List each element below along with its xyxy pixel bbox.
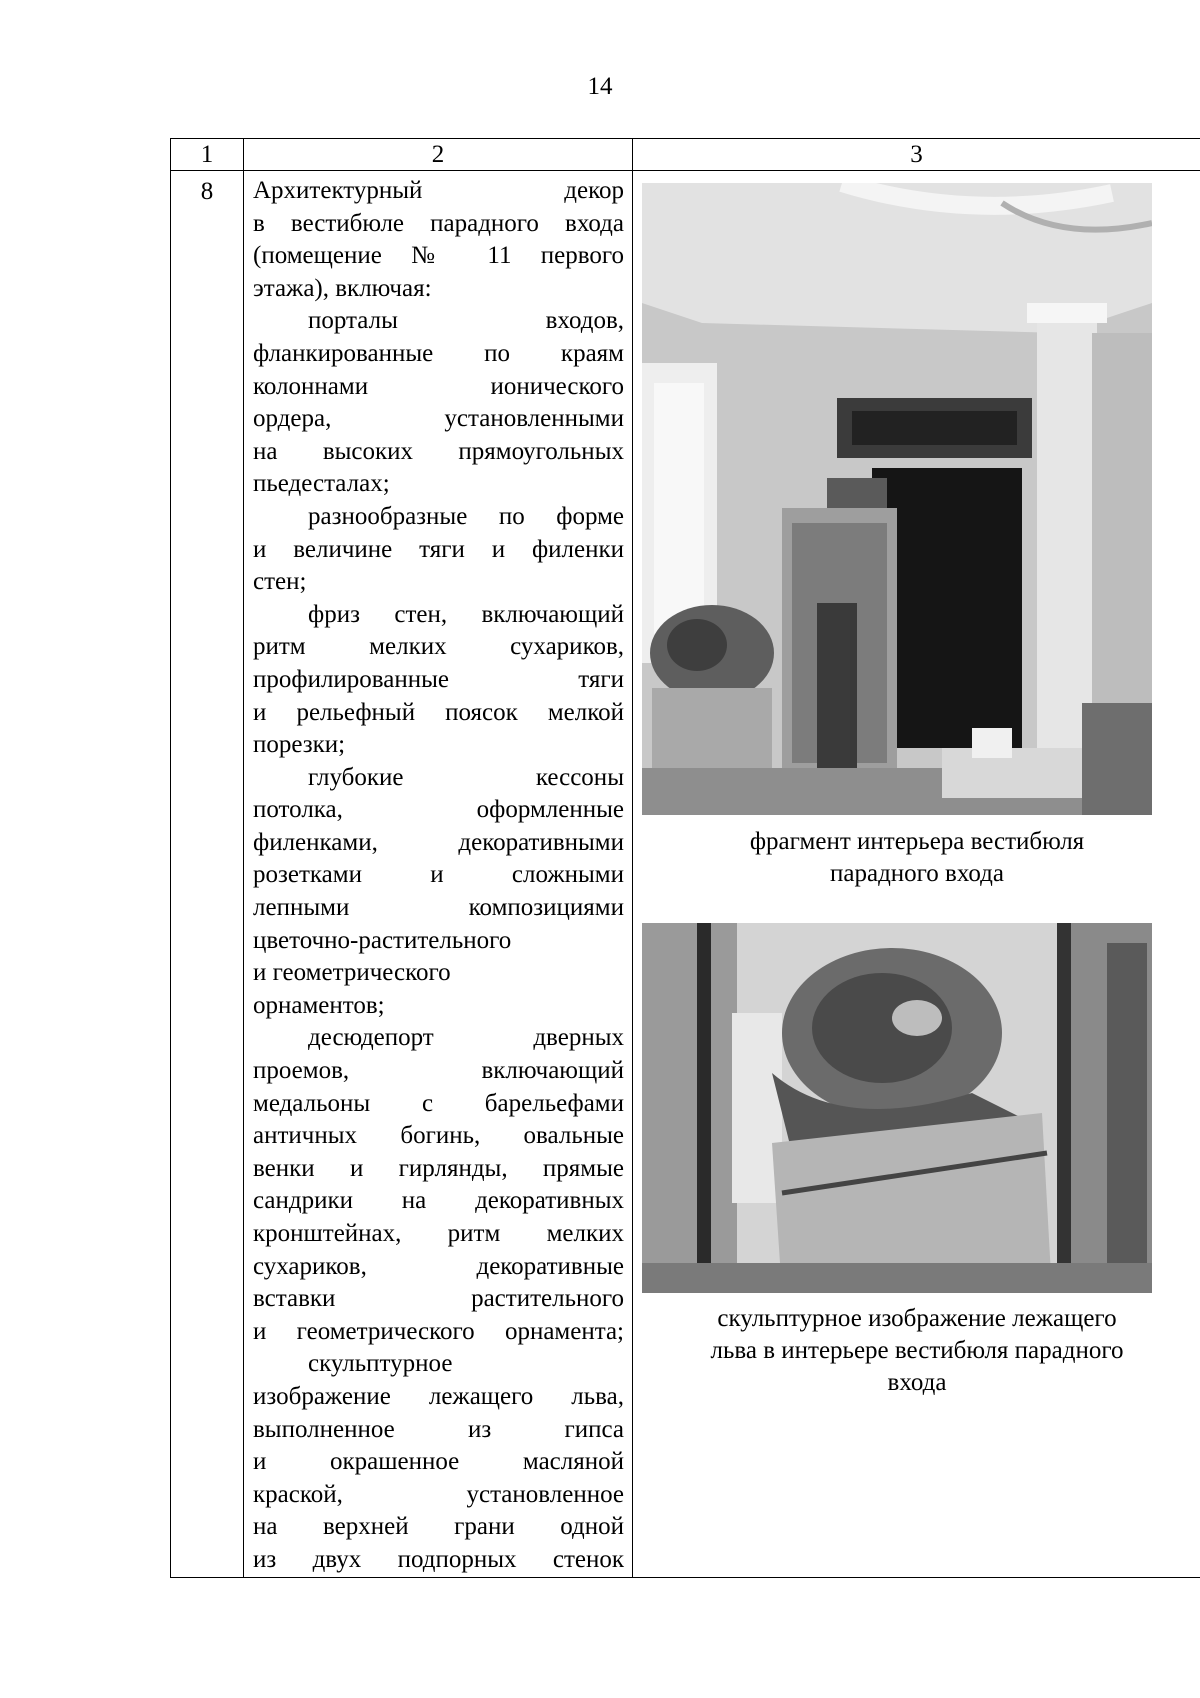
table-header-row — [171, 139, 1200, 171]
description-line: потолка, оформленные — [253, 796, 624, 824]
caption-line: входа — [887, 1369, 947, 1396]
row-number: 8 — [171, 171, 244, 1578]
description-line: орнаментов; — [253, 991, 385, 1019]
photo-cell — [633, 171, 1200, 1578]
description-line: этажа), включая: — [253, 274, 432, 302]
description-line: сухариков, декоративные — [253, 1252, 624, 1280]
caption-line: льва в интерьере вестибюля парадного — [710, 1337, 1124, 1364]
description-line: в вестибюле парадного входа — [253, 209, 624, 237]
description-line: вставки растительного — [253, 1285, 624, 1313]
description-line: ордера, установленными — [253, 405, 624, 433]
description-line: фланкированные по краям — [253, 339, 624, 367]
description-line: разнообразные по форме — [308, 502, 624, 530]
photo-caption-2 — [633, 1303, 1200, 1399]
description-line: десюдепорт дверных — [308, 1024, 624, 1052]
description-line: профилированные тяги — [253, 665, 624, 693]
description-line: пьедесталах; — [253, 470, 390, 498]
description-line: розетками и сложными — [253, 861, 624, 889]
description-line: и геометрического орнамента; — [253, 1317, 624, 1345]
description-line: порезки; — [253, 731, 346, 759]
caption-line: фрагмент интерьера вестибюля — [749, 828, 1085, 855]
description-line: стен; — [253, 568, 307, 596]
description-line: проемов, включающий — [253, 1057, 624, 1085]
description-line: и геометрического — [253, 959, 451, 987]
description-line: на верхней грани одной — [253, 1513, 624, 1541]
description-line: порталы входов, — [308, 307, 624, 335]
column-header-1: 1 — [171, 139, 244, 171]
description-line: фриз стен, включающий — [308, 600, 624, 628]
description-line: ритм мелких сухариков, — [253, 633, 624, 661]
description-line: (помещение № 11 первого — [253, 242, 624, 270]
description-line: Архитектурный декор — [253, 177, 624, 204]
photo-caption-1 — [633, 826, 1200, 890]
page-number: 14 — [587, 73, 613, 100]
description-line: античных богинь, овальные — [253, 1122, 624, 1150]
description-line: краской, установленное — [253, 1480, 624, 1508]
caption-line: парадного входа — [830, 860, 1004, 887]
description-line: выполненное из гипса — [253, 1415, 624, 1443]
description-line: сандрики на декоративных — [253, 1187, 624, 1215]
description-text — [253, 175, 624, 1577]
description-line: скульптурное — [308, 1350, 453, 1378]
description-line: кронштейнах, ритм мелких — [253, 1220, 624, 1247]
description-line: глубокие кессоны — [308, 763, 624, 791]
description-line: филенками, декоративными — [253, 828, 624, 856]
description-line: и рельефный поясок мелкой — [253, 698, 624, 726]
description-line: лепными композициями — [253, 894, 624, 922]
description-line: изображение лежащего льва, — [253, 1382, 624, 1410]
description-line: медальоны с барельефами — [253, 1089, 624, 1117]
vestibule-interior-photo — [642, 183, 1152, 815]
lion-sculpture-photo — [642, 923, 1152, 1293]
description-line: цветочно-растительного — [253, 926, 512, 954]
description-line: и величине тяги и филенки — [253, 535, 624, 563]
table-row — [171, 171, 1200, 1578]
description-line: колоннами ионического — [253, 372, 624, 400]
description-cell — [244, 171, 633, 1578]
description-line: венки и гирлянды, прямые — [253, 1154, 624, 1182]
monument-elements-table — [170, 138, 1200, 1578]
description-line: на высоких прямоугольных — [253, 437, 624, 465]
description-line: из двух подпорных стенок — [253, 1545, 624, 1573]
column-header-2: 2 — [244, 139, 633, 171]
description-line: и окрашенное масляной — [253, 1448, 624, 1476]
column-header-3: 3 — [633, 139, 1200, 171]
caption-line: скульптурное изображение лежащего — [717, 1305, 1117, 1332]
